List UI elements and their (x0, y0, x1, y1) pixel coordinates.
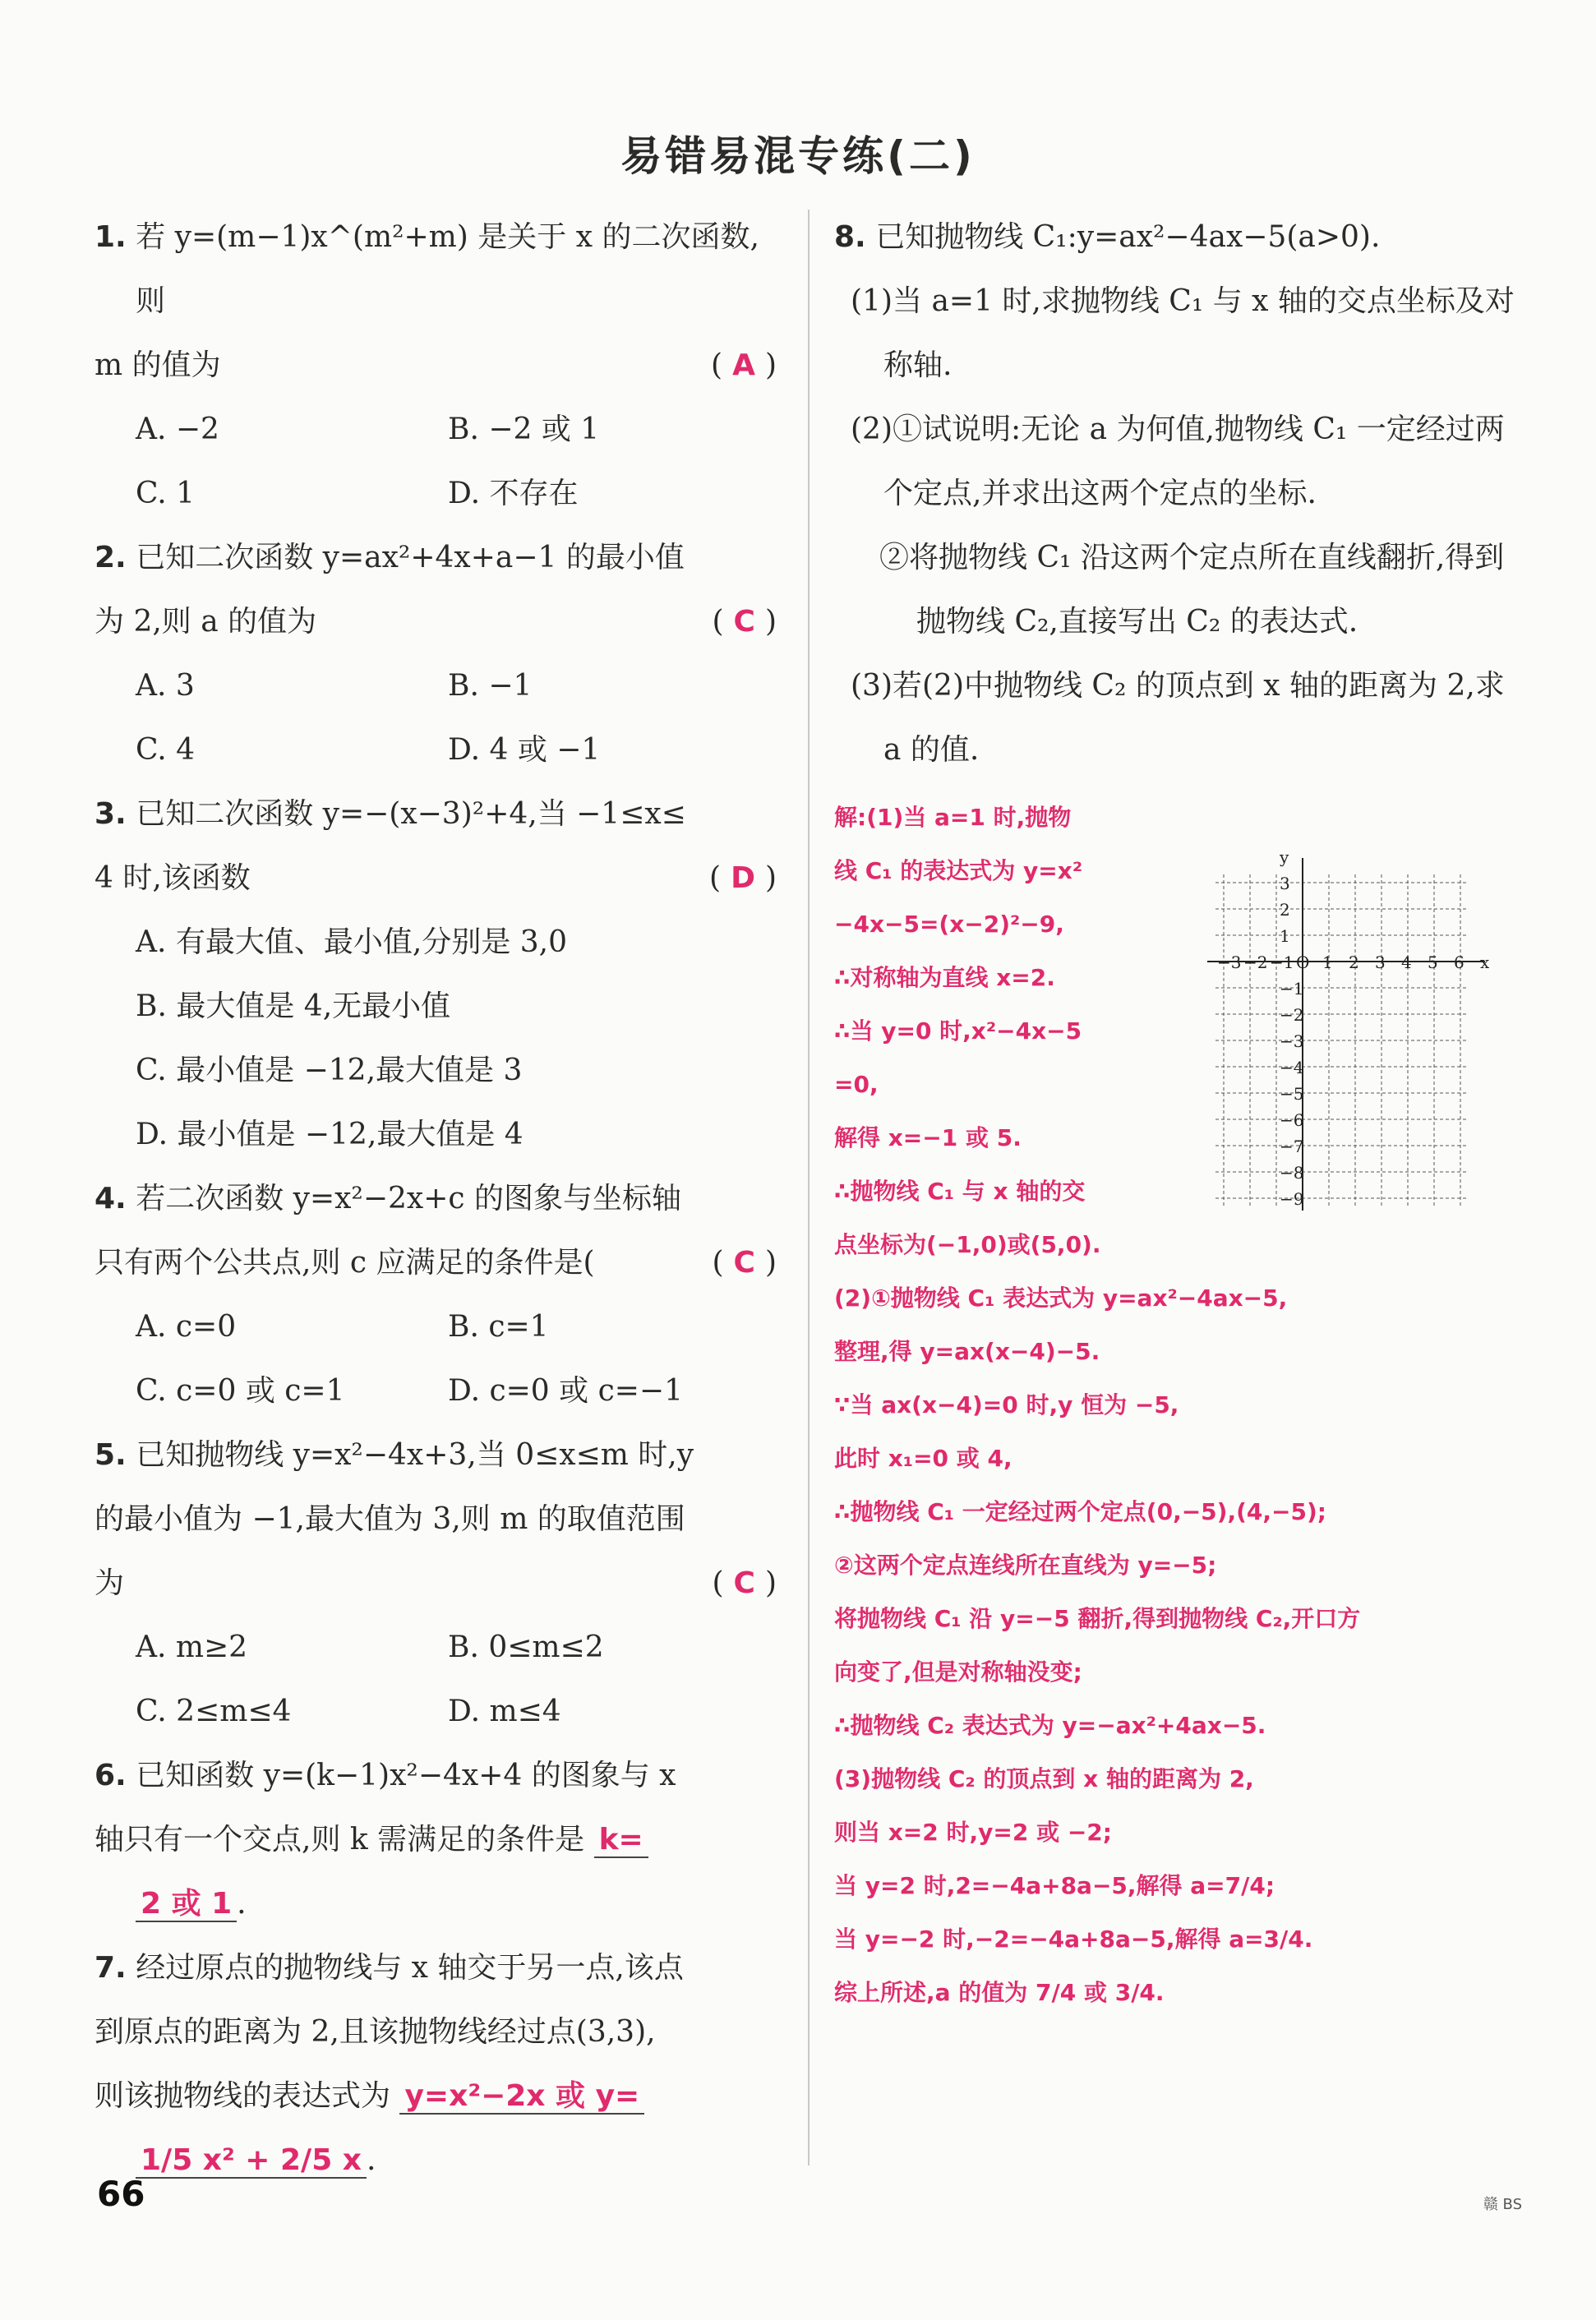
option: D. c=0 或 c=−1 (448, 1374, 683, 1408)
question-6: 6. 已知函数 y=(k−1)x²−4x+4 的图象与 x 轴只有一个交点,则 k 需满足的条件是 k= 2 或 1 . (95, 1759, 676, 1921)
option: C. 最小值是 −12,最大值是 3 (136, 1054, 523, 1087)
x-tick-label: −3 (1217, 952, 1242, 972)
page-title: 易错易混专练(二) (620, 132, 976, 180)
y-tick-label: −4 (1280, 1058, 1304, 1077)
question-text: 若 y=(m−1)x^(m²+m) 是关于 x 的二次函数,则 (136, 220, 759, 318)
y-tick-label: −8 (1280, 1163, 1304, 1183)
solution-line: (2)①抛物线 C₁ 表达式为 y=ax²−4ax−5, (834, 1285, 1288, 1312)
question-number: 3. (95, 797, 127, 831)
solution-line: 当 y=−2 时,−2=−4a+8a−5,解得 a=3/4. (834, 1926, 1313, 1953)
question-text: 已知二次函数 y=ax²+4x+a−1 的最小值 (136, 541, 685, 574)
question-number: 6. (95, 1759, 127, 1792)
option: A. c=0 (136, 1310, 237, 1344)
question-text: 到原点的距离为 2,且该抛物线经过点(3,3), (95, 2015, 656, 2049)
y-tick-label: 3 (1280, 874, 1290, 893)
question-number: 4. (95, 1182, 127, 1215)
option: A. m≥2 (136, 1630, 248, 1664)
x-tick-label: O (1296, 952, 1310, 972)
question-3 (95, 782, 777, 1167)
answer-bracket: ( A ) (711, 348, 777, 382)
question-4 (95, 1167, 777, 1423)
solution-line: −4x−5=(x−2)²−9, (834, 911, 1064, 938)
question-number: 2. (95, 541, 127, 574)
fill-answer: y=x²−2x 或 y= (399, 2079, 644, 2115)
answer-letter: C (733, 1566, 755, 1600)
solution-line: 将抛物线 C₁ 沿 y=−5 翻折,得到抛物线 C₂,开口方 (834, 1605, 1361, 1632)
footer-code: 赣 BS (1483, 2196, 1522, 2213)
option: D. 不存在 (448, 477, 579, 510)
option: C. 2≤m≤4 (136, 1695, 292, 1728)
x-tick-label: x (1480, 952, 1490, 972)
question-text: 若二次函数 y=x²−2x+c 的图象与坐标轴 (136, 1182, 682, 1215)
fill-answer-cont: 2 或 1 (136, 1887, 237, 1922)
question-text: 已知二次函数 y=−(x−3)²+4,当 −1≤x≤ (136, 797, 686, 831)
options (95, 1295, 777, 1423)
solution-line: (3)抛物线 C₂ 的顶点到 x 轴的距离为 2, (834, 1765, 1254, 1792)
answer-letter: C (733, 605, 755, 639)
question-text: m 的值为 (95, 348, 221, 382)
coordinate-grid (1217, 838, 1516, 1216)
options (95, 398, 777, 526)
options (95, 654, 777, 782)
question-text: 的最小值为 −1,最大值为 3,则 m 的取值范围 (95, 1502, 685, 1536)
solution-line: 解得 x=−1 或 5. (834, 1124, 1022, 1151)
question-stem: 已知抛物线 C₁:y=ax²−4ax−5(a>0). (875, 220, 1381, 254)
question-text: 轴只有一个交点,则 k 需满足的条件是 (95, 1823, 585, 1856)
y-tick-label: 1 (1280, 926, 1290, 946)
x-tick-label: 5 (1428, 952, 1438, 972)
options (95, 1616, 777, 1744)
question-text: 已知抛物线 y=x²−4x+3,当 0≤x≤m 时,y (136, 1438, 694, 1472)
solution-line: 线 C₁ 的表达式为 y=x² (834, 857, 1083, 884)
solution-line: 则当 x=2 时,y=2 或 −2; (834, 1819, 1112, 1846)
option: C. 4 (136, 733, 196, 767)
question-text: 已知函数 y=(k−1)x²−4x+4 的图象与 x (136, 1759, 676, 1792)
question-5 (95, 1423, 777, 1744)
option: B. −2 或 1 (448, 413, 600, 446)
x-tick-label: 6 (1454, 952, 1465, 972)
x-tick-label: 2 (1349, 952, 1359, 972)
answer-letter: C (733, 1246, 755, 1280)
x-tick-label: −1 (1270, 952, 1294, 972)
x-tick-label: 4 (1401, 952, 1412, 972)
page-number: 66 (97, 2174, 145, 2214)
option: B. −1 (448, 669, 533, 703)
y-tick-label: −6 (1280, 1110, 1304, 1130)
question-number: 1. (95, 220, 127, 254)
question-2 (95, 526, 777, 782)
option: B. c=1 (448, 1310, 549, 1344)
option: D. 最小值是 −12,最大值是 4 (136, 1118, 524, 1151)
y-tick-label: −5 (1280, 1084, 1304, 1104)
option: C. c=0 或 c=1 (136, 1374, 345, 1408)
answer-letter: D (731, 861, 755, 895)
question-8 (834, 205, 1516, 782)
solution-line: 解:(1)当 a=1 时,抛物 (834, 804, 1072, 831)
y-tick-label: −9 (1280, 1189, 1304, 1209)
question-text: 只有两个公共点,则 c 应满足的条件是( (95, 1246, 595, 1280)
answer-letter: A (732, 348, 755, 382)
question-text: 4 时,该函数 (95, 861, 251, 895)
question-number: 8. (834, 220, 866, 254)
part-1: (1)当 a=1 时,求抛物线 C₁ 与 x 轴的交点坐标及对称轴. (851, 284, 1515, 382)
y-tick-label: y (1280, 847, 1289, 867)
question-number: 7. (95, 1951, 127, 1985)
fill-answer: k= (594, 1823, 648, 1858)
question-text: 为 (95, 1566, 125, 1600)
x-tick-label: 3 (1375, 952, 1386, 972)
solution-line: 整理,得 y=ax(x−4)−5. (834, 1338, 1100, 1365)
solution-line: ∴抛物线 C₁ 与 x 轴的交 (834, 1178, 1086, 1205)
solution-line: ∵当 ax(x−4)=0 时,y 恒为 −5, (834, 1391, 1179, 1418)
y-tick-label: −7 (1280, 1137, 1304, 1156)
solution-line: =0, (834, 1071, 879, 1098)
answer-bracket: ( D ) (709, 861, 777, 895)
answer-bracket: ( C ) (712, 1246, 777, 1280)
solution-line: ∴抛物线 C₂ 表达式为 y=−ax²+4ax−5. (834, 1712, 1266, 1739)
left-column (95, 205, 777, 2193)
option: C. 1 (136, 477, 196, 510)
part-2a: (2)①试说明:无论 a 为何值,抛物线 C₁ 一定经过两个定点,并求出这两个定点的坐标. (851, 413, 1505, 510)
y-tick-label: −1 (1280, 979, 1304, 999)
part-2b: ②将抛物线 C₁ 沿这两个定点所在直线翻折,得到抛物线 C₂,直接写出 C₂ 的表达式. (879, 541, 1505, 639)
solution-line: 向变了,但是对称轴没变; (834, 1658, 1082, 1686)
question-1 (95, 205, 777, 526)
y-tick-label: 2 (1280, 900, 1290, 920)
x-tick-label: 1 (1322, 952, 1333, 972)
solution-line: 当 y=2 时,2=−4a+8a−5,解得 a=7/4; (834, 1872, 1275, 1899)
option: D. 4 或 −1 (448, 733, 601, 767)
answer-bracket: ( C ) (712, 605, 777, 639)
x-tick-label: −2 (1243, 952, 1268, 972)
option: A. 3 (136, 669, 195, 703)
question-text: 为 2,则 a 的值为 (95, 605, 317, 639)
option: B. 0≤m≤2 (448, 1630, 604, 1664)
answer-bracket: ( C ) (712, 1566, 777, 1600)
part-3: (3)若(2)中抛物线 C₂ 的顶点到 x 轴的距离为 2,求 a 的值. (851, 669, 1505, 767)
option: A. −2 (136, 413, 219, 446)
y-tick-label: −2 (1280, 1005, 1304, 1025)
question-7: 7. 经过原点的抛物线与 x 轴交于另一点,该点 到原点的距离为 2,且该抛物线经过点(3,3), 则该抛物线的表达式为 y=x²−2x 或 y= 1/5 x² + 2/5 x . (95, 1951, 684, 2177)
solution-line: ∴当 y=0 时,x²−4x−5 (834, 1017, 1082, 1045)
solution-line: 综上所述,a 的值为 7/4 或 3/4. (834, 1979, 1165, 2006)
solution-line: 此时 x₁=0 或 4, (834, 1445, 1012, 1472)
option: A. 有最大值、最小值,分别是 3,0 (136, 925, 568, 959)
option: B. 最大值是 4,无最小值 (136, 989, 451, 1023)
fill-answer-cont: 1/5 x² + 2/5 x (136, 2143, 367, 2179)
solution-line: ∴对称轴为直线 x=2. (834, 964, 1055, 991)
option: D. m≤4 (448, 1695, 561, 1728)
question-number: 5. (95, 1438, 127, 1472)
solution-line: ②这两个定点连线所在直线为 y=−5; (834, 1552, 1217, 1579)
options (95, 911, 777, 1167)
solution-line: 点坐标为(−1,0)或(5,0). (834, 1231, 1101, 1258)
y-tick-label: −3 (1280, 1031, 1304, 1051)
question-text: 经过原点的抛物线与 x 轴交于另一点,该点 (136, 1951, 684, 1985)
question-text: 则该抛物线的表达式为 (95, 2079, 391, 2113)
solution-line: ∴抛物线 C₁ 一定经过两个定点(0,−5),(4,−5); (834, 1498, 1326, 1525)
column-divider (808, 210, 810, 2165)
